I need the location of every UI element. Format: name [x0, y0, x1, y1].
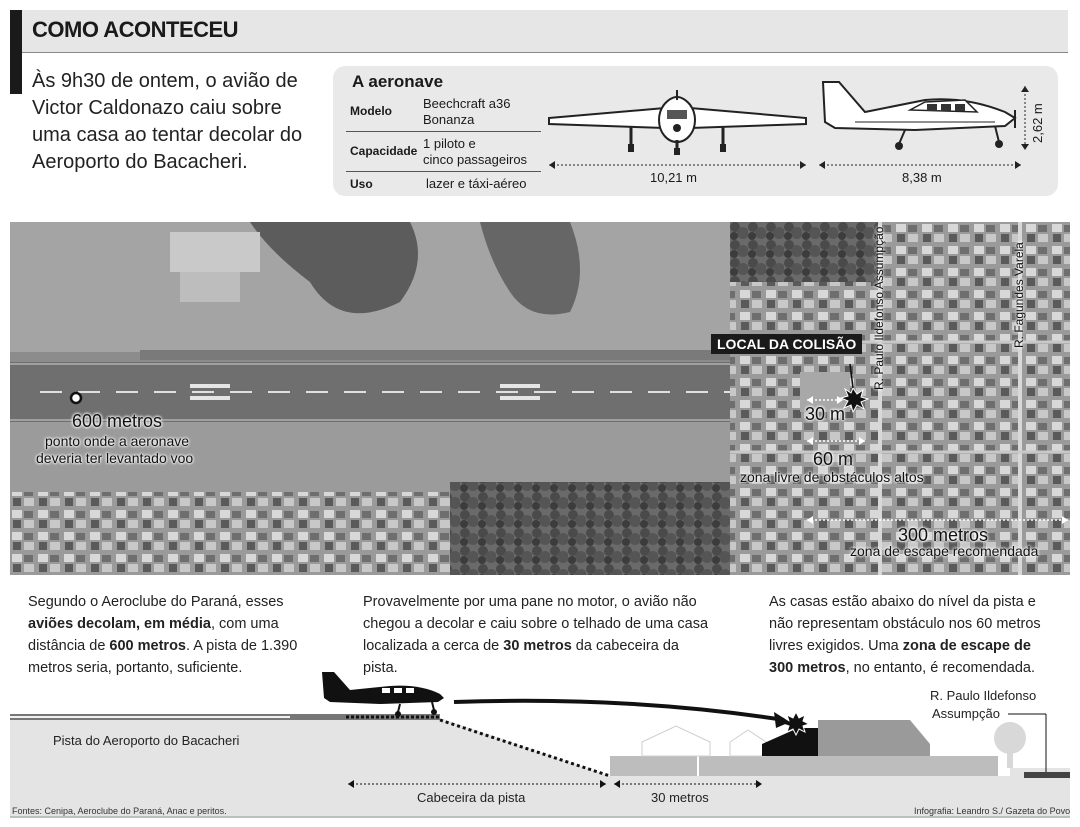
spec-label-use: Uso — [350, 177, 373, 191]
marker-600-line1: ponto onde a aeronave — [45, 433, 190, 449]
aerial-photo-illustration — [10, 222, 1070, 575]
marker-60-title: 60 m — [813, 449, 854, 469]
spec-divider — [346, 171, 541, 172]
spec-value-use: lazer e táxi-aéreo — [426, 176, 527, 191]
marker-300-title: 300 metros — [898, 525, 989, 545]
spec-label-capacity: Capacidade — [350, 144, 418, 158]
airplane-front-view-icon — [545, 88, 810, 168]
profile-street-line1: R. Paulo Ildefonso — [930, 688, 1037, 703]
collision-site-label: LOCAL DA COLISÃO — [711, 334, 862, 354]
airplane-side-view-icon — [815, 78, 1025, 158]
spec-value-model: Beechcraft a36 Bonanza — [423, 96, 511, 127]
threshold-label: Cabeceira da pista — [417, 790, 526, 805]
paragraph-takeoff-distance: Segundo o Aeroclube do Paraná, esses aviões decolam, em média, com uma distância de 600 metros. A pista de 1.390 metros seria, portanto, suficiente. — [28, 594, 298, 676]
height-label: 2,62 m — [1030, 103, 1045, 143]
paragraph-engine-failure: Provavelmente por uma pane no motor, o avião não chegou a decolar e caiu sobre o telhado de uma casa localizada a cerca de 30 metros da cabeceira da pista. — [363, 594, 709, 676]
sources-credit: Fontes: Cenipa, Aeroclube do Paraná, Anac e peritos. — [12, 806, 227, 816]
distance-label: 30 metros — [651, 790, 709, 805]
marker-300-sub: zona de escape recomendada — [850, 543, 1039, 559]
infographic-credit: Infografia: Leandro S./ Gazeta do Povo — [914, 806, 1071, 816]
aerial-photo — [10, 222, 1070, 575]
wingspan-label: 10,21 m — [650, 170, 697, 185]
paragraph-escape-zone: As casas estão abaixo do nível da pista e não representam obstáculo nos 60 metros livres exigidos. Uma zona de escape de 300 metros, no entanto, é recomendada. — [769, 594, 1041, 676]
marker-600-title: 600 metros — [72, 411, 163, 431]
aircraft-title: A aeronave — [352, 72, 444, 91]
runway-label: Pista do Aeroporto do Bacacheri — [53, 733, 240, 748]
spec-divider — [346, 131, 541, 132]
marker-60-sub: zona livre de obstáculos altos — [740, 469, 924, 485]
spec-label-model: Modelo — [350, 104, 392, 118]
profile-street-line2: Assumpção — [932, 706, 1000, 721]
intro-text: Às 9h30 de ontem, o avião de Victor Caldonazo caiu sobre uma casa ao tentar decolar do Aeroporto do Bacacheri. — [32, 70, 303, 173]
street-label-fagundes-varela: R. Fagundes Varela — [1012, 242, 1026, 348]
marker-30-label: 30 m — [805, 404, 846, 424]
street-label-paulo-ildefonso: R. Paulo Ildefonso Assumpção — [872, 226, 886, 390]
length-label: 8,38 m — [902, 170, 942, 185]
page-title: COMO ACONTECEU — [32, 17, 239, 42]
header-accent — [10, 10, 22, 94]
spec-value-capacity: 1 piloto e cinco passageiros — [423, 136, 528, 167]
marker-600-line2: deveria ter levantado voo — [36, 450, 194, 466]
